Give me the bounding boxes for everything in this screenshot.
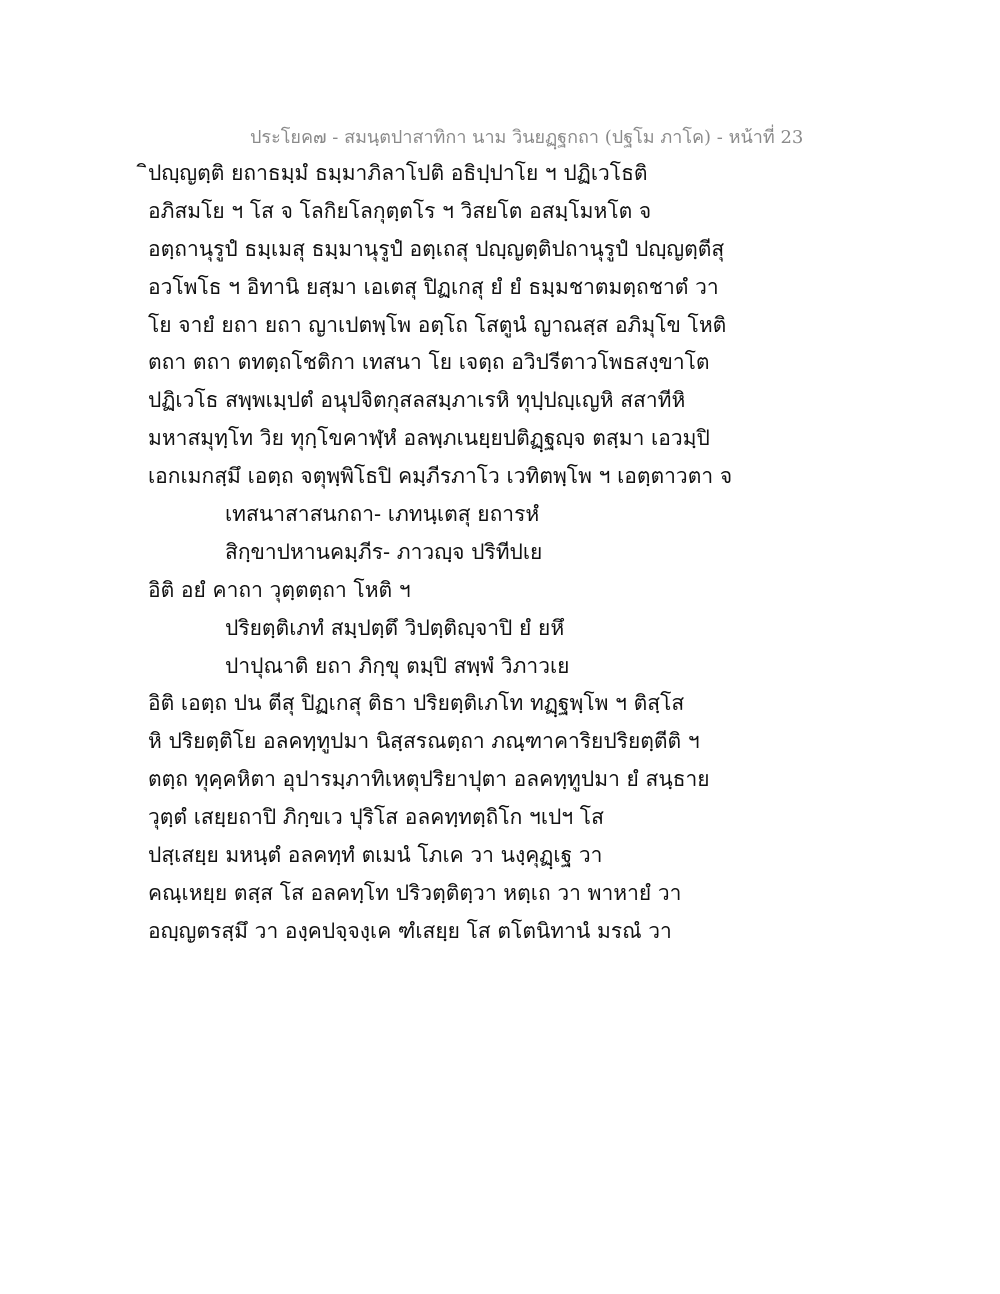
text-line: เอกเมกสฺมึ เอตฺถ จตุพฺพิโธปิ คมฺภีรภาโว เวทิตพฺโพ ฯ เอตฺตาวตา จ	[148, 464, 733, 489]
body-text	[148, 155, 748, 951]
text-line: ตถา ตถา ตทตฺถโชติกา เทสนา โย เจตฺถ อวิปรีตาวโพธสงฺขาโต	[148, 350, 710, 375]
text-line: มหาสมุทฺโท วิย ทุกฺโขคาฬฺหํ อลพฺภเนยฺยปติฏฺฐญฺจ ตสฺมา เอวมฺปิ	[148, 426, 710, 451]
text-line: คณฺเหยฺย ตสฺส โส อลคทฺโท ปริวตฺติตฺวา หตฺเถ วา พาหายํ วา	[148, 880, 682, 905]
text-line: ปสฺเสยฺย มหนฺตํ อลคทฺทํ ตเมนํ โภเค วา นงฺคุฏฺเฐ วา	[148, 843, 603, 868]
text-line: ปฏิเวโธ สพฺพเมฺปตํ อนุปจิตกุสลสมฺภาเรหิ ทุปฺปญฺเญหิ สสาทีหิ	[148, 388, 686, 413]
text-line: หิ ปริยตฺติโย อลคทฺทูปมา นิสฺสรณตฺถา ภณฺฑาคาริยปริยตฺตีติ ฯ	[148, 729, 700, 754]
text-line: อิติ อยํ คาถา วุตฺตตฺถา โหติ ฯ	[148, 577, 411, 602]
verse-line: สิกฺขาปหานคมฺภีร- ภาวญฺจ ปริทีปเย	[225, 539, 543, 564]
text-line: ตตฺถ ทุคฺคหิตา อุปารมฺภาทิเหตุปริยาปุตา อลคทฺทูปมา ยํ สนฺธาย	[148, 767, 710, 792]
verse-line: เทสนาสาสนกถา- เภทนฺเตสุ ยถารหํ	[225, 502, 540, 527]
text-line: อภิสมโย ฯ โส จ โลกิยโลกุตฺตโร ฯ วิสยโต อสมฺโมหโต จ	[148, 198, 652, 223]
text-line: อญฺญตรสฺมึ วา องฺคปจฺจงฺเค ฑํเสยฺย โส ตโตนิทานํ มรณํ วา	[148, 918, 672, 943]
verse-line: ปริยตฺติเภทํ สมฺปตฺตึ วิปตฺติญฺจาปิ ยํ ยหึ	[225, 615, 565, 640]
text-line: อตฺถานุรูปํ ธมฺเมสุ ธมฺมานุรูปํ อตฺเถสุ ปญฺญตฺติปถานุรูปํ ปญฺญตฺตีสุ	[148, 236, 725, 261]
text-line: โย จายํ ยถา ยถา ญาเปตพฺโพ อตฺโถ โสตูนํ ญาณสฺส อภิมุโข โหติ	[148, 312, 727, 337]
page-header: ประโยค๗ - สมนฺตปาสาทิกา นาม วินยฏฺฐกถา (ปฐโม ภาโค) - หน้าที่ 23	[250, 127, 804, 148]
text-line: วุตฺตํ เสยฺยถาปิ ภิกฺขเว ปุริโส อลคทฺทตฺถิโก ฯเปฯ โส	[148, 805, 604, 830]
text-line: อวโพโธ ฯ อิทานิ ยสฺมา เอเตสุ ปิฏเกสุ ยํ ยํ ธมฺมชาตมตฺถชาตํ วา	[148, 274, 719, 299]
text-line: ิปญฺญตฺติ ยถาธมฺมํ ธมฺมาภิลาโปติ อธิปฺปาโย ฯ ปฏิเวโธติ	[148, 161, 648, 185]
verse-line: ปาปุณาติ ยถา ภิกฺขุ ตมฺปิ สพฺพํ วิภาวเย	[225, 653, 570, 678]
text-line: อิติ เอตฺถ ปน ตีสุ ปิฏเกสุ ติธา ปริยตฺติเภโท ทฏฺฐพฺโพ ฯ ติสฺโส	[148, 691, 685, 716]
